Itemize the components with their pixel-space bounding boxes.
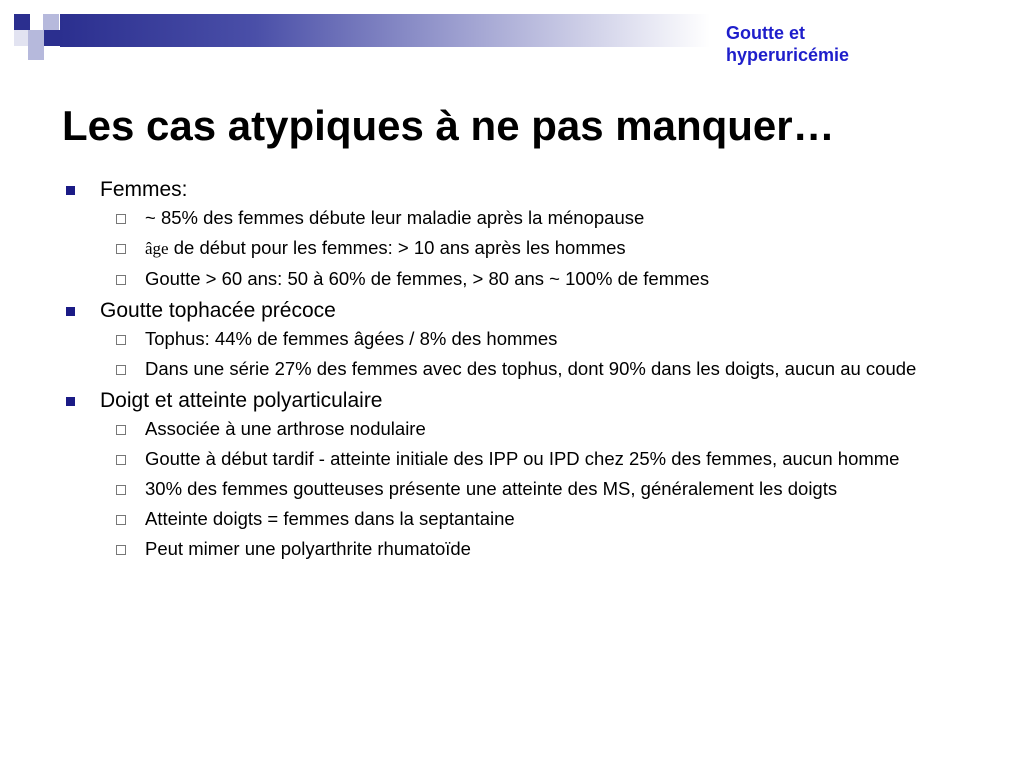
hollow-square-bullet-icon <box>116 365 126 375</box>
sub-bullet-item <box>60 417 920 441</box>
hollow-square-bullet-icon <box>116 214 126 224</box>
header-gradient-bar <box>60 14 710 47</box>
bullet-item <box>60 387 920 414</box>
sub-bullet-item <box>60 447 920 471</box>
sub-bullet-item <box>60 327 920 351</box>
hollow-square-bullet-icon <box>116 485 126 495</box>
sub-bullet-text: Tophus: 44% de femmes âgées / 8% des hommes <box>145 328 558 349</box>
decor-square <box>44 30 60 46</box>
sub-bullet-prefix: âge <box>145 239 169 258</box>
decor-square <box>28 46 44 60</box>
square-bullet-icon <box>66 397 75 406</box>
sub-bullet-item <box>60 477 920 501</box>
square-bullet-icon <box>66 307 75 316</box>
bullet-item <box>60 297 920 324</box>
hollow-square-bullet-icon <box>116 244 126 254</box>
bullet-text: Goutte tophacée précoce <box>100 299 336 322</box>
decor-square <box>14 30 28 46</box>
hollow-square-bullet-icon <box>116 425 126 435</box>
sub-bullet-item <box>60 236 920 261</box>
square-bullet-icon <box>66 186 75 195</box>
sub-bullet-text: de début pour les femmes: > 10 ans après les hommes <box>168 237 626 258</box>
bullet-text: Doigt et atteinte polyarticulaire <box>100 389 383 412</box>
sub-bullet-item <box>60 267 920 291</box>
hollow-square-bullet-icon <box>116 275 126 285</box>
sub-bullet-text: Atteinte doigts = femmes dans la septantaine <box>145 508 515 529</box>
sub-bullet-item <box>60 206 920 230</box>
decor-square <box>14 14 30 30</box>
sub-bullet-text: Peut mimer une polyarthrite rhumatoïde <box>145 538 471 559</box>
decor-square <box>28 30 44 46</box>
hollow-square-bullet-icon <box>116 515 126 525</box>
sub-bullet-text: Goutte > 60 ans: 50 à 60% de femmes, > 80 ans ~ 100% de femmes <box>145 268 710 289</box>
sub-bullet-item <box>60 507 920 531</box>
hollow-square-bullet-icon <box>116 455 126 465</box>
sub-bullet-text: ~ 85% des femmes débute leur maladie après la ménopause <box>145 207 645 228</box>
sub-bullet-item <box>60 537 920 561</box>
sub-bullet-text: 30% des femmes goutteuses présente une atteinte des MS, généralement les doigts <box>145 478 838 499</box>
header-note: Goutte et hyperuricémie <box>726 23 850 65</box>
sub-bullet-text: Associée à une arthrose nodulaire <box>145 418 426 439</box>
hollow-square-bullet-icon <box>116 335 126 345</box>
hollow-square-bullet-icon <box>116 545 126 555</box>
sub-bullet-text: Dans une série 27% des femmes avec des tophus, dont 90% dans les doigts, aucun au coude <box>145 358 917 379</box>
bullet-item <box>60 176 920 203</box>
sub-bullet-text: Goutte à début tardif - atteinte initiale des IPP ou IPD chez 25% des femmes, aucun homme <box>145 448 900 469</box>
bullet-text: Femmes: <box>100 178 188 201</box>
decor-square <box>43 14 59 30</box>
slide-title: Les cas atypiques à ne pas manquer… <box>62 102 835 149</box>
bullet-list <box>60 176 920 567</box>
sub-bullet-item <box>60 357 920 381</box>
